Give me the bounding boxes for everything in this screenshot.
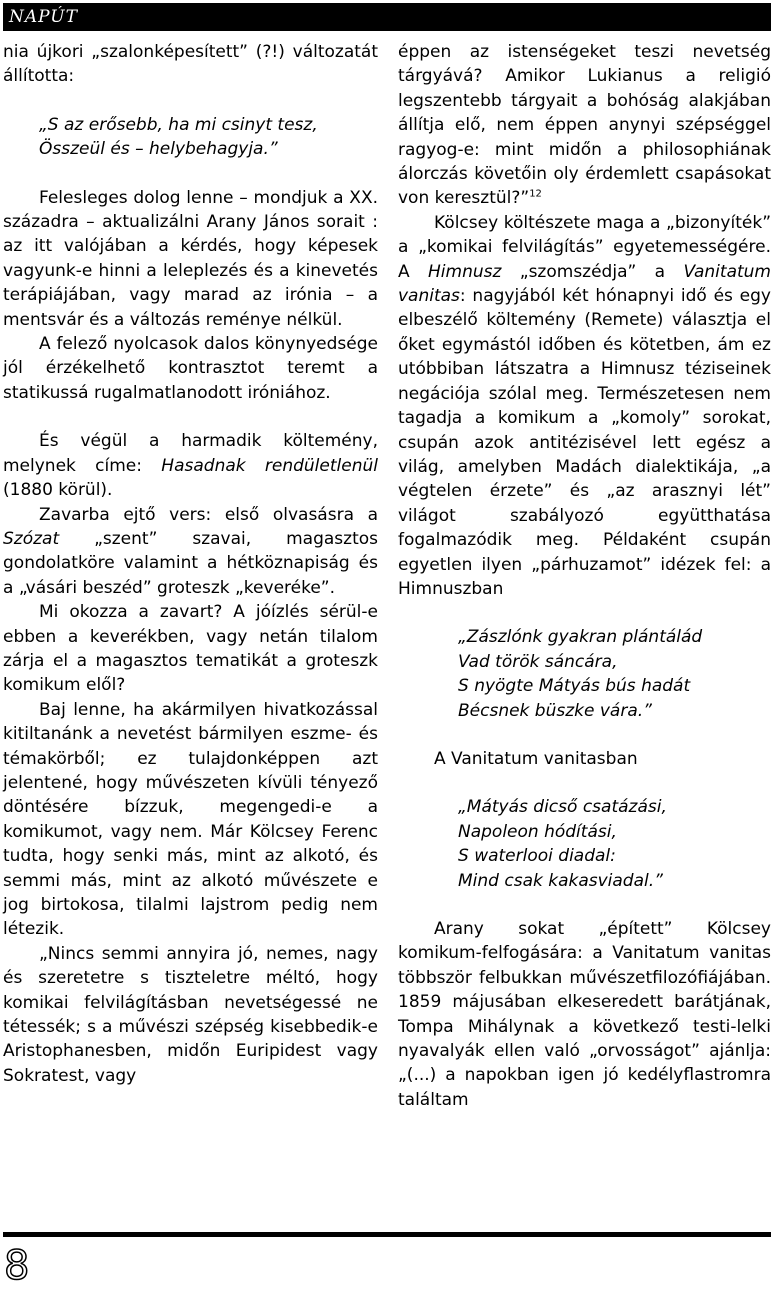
paragraph: A felező nyolcasok dalos könynyedsége jól érzékelhető kontrasztot teremt a statikussá rugalmatlanodott iróniához. <box>3 334 378 403</box>
paragraph: Kölcsey költészete maga a „bizonyíték” a „komikai felvilágítás” egyetemességére. A Himnusz „szomszédja” a Vanitatum vanitas: nagyjából két hónapnyi idő és egy elbeszélő költemény (Remete) választja el őket egymástól időben és kötetben, ám ez utóbbiban látszatra a Himnusz téziseinek negációja szólal meg. Természetesen nem tagadja a komikum a „komoly” sorokat, csupán azok antitézisével lett egész a világ, amelyben Madách dialektikája, „a végtelen érzete” és „az arasznyi lét” világot szabályozó együtthatása fogalmazódik meg. Példaként csupán egyetlen ilyen „párhuzamot” idézek fel: a Himnuszban <box>398 212 771 599</box>
header-bar <box>3 3 771 31</box>
verse-line: Bécsnek büszke vára.” <box>458 700 652 721</box>
verse-line: S nyögte Mátyás bús hadát <box>458 676 691 697</box>
magazine-logo: NAPÚT <box>9 7 78 27</box>
paragraph: Zavarba ejtő vers: első olvasásra a Szózat „szent” szavai, magasztos gondolatköre valamint a hétköznapiság és a „vásári beszéd” groteszk „keveréke”. <box>3 504 378 598</box>
paragraph: éppen az istenségeket teszi nevetség tárgyává? Amikor Lukianus a religió legszentebb tárgyait a bohóság alakjában állítja elő, nem éppen anynyi szépséggel ragyog-e: mint midőn a philosophiának álorczás követőin oly érdemlett csapásokat von keresztül?”$^{12}$ <box>398 42 771 209</box>
verse-line: Összeül és – helybehagyja.” <box>39 139 278 160</box>
paragraph: „Nincs semmi annyira jó, nemes, nagy és szeretetre s tiszteletre méltó, hogy komikai felvilágításban nevetségessé ne tétessék; s a művészi szépség kisebbedik-e Aristophanesben, midőn Euripidest vagy Sokratest, vagy <box>3 943 378 1086</box>
footer-rule <box>3 1232 771 1237</box>
paragraph: Mi okozza a zavart? A jóízlés sérül-e ebben a keverékben, vagy netán tilalom zárja el a magasztos tematikát a groteszk komikum elől? <box>3 602 378 696</box>
paragraph: nia újkori „szalonképesített” (?!) változatát állította: <box>3 42 378 87</box>
poem-title: Szózat <box>3 528 60 549</box>
quote-verse <box>398 795 771 893</box>
verse-line: S waterlooi diadal: <box>458 846 616 867</box>
paragraph: Arany sokat „épített” Kölcsey komikum-felfogására: a Vanitatum vanitas többször felbukkan művészetfilozófiájában. 1859 májusában elkeseredett barátjának, Tompa Mihálynak a következő testi-lelki nyavalyák ellen való „orvosságot” ajánlja: „(...) a napokban igen jó kedélyflastromra találtam <box>398 919 771 1110</box>
verse-line: Napoleon hódítási, <box>458 821 617 842</box>
quote-verse <box>398 625 771 723</box>
poem-title: Hasadnak rendületlenül <box>161 455 378 476</box>
paragraph: Baj lenne, ha akármilyen hivatkozással kitiltanánk a nevetést bármilyen eszme- és témakörből; ez tulajdonképpen azt jelentené, hogy művészeten kívüli tényező döntésére bízzuk, megengedi-e a komikumot, vagy nem. Már Kölcsey Ferenc tudta, hogy senki más, mint az alkotó, és semmi más, mint az alkotó művészete e jog birtokosa, tilalmi lajstrom pedig nem létezik. <box>3 699 378 940</box>
right-column <box>398 40 771 1112</box>
verse-line: Mind csak kakasviadal.” <box>458 870 663 891</box>
verse-line: Vad török sáncára, <box>458 651 618 672</box>
verse-line: „Mátyás dicső csatázási, <box>458 797 667 818</box>
footnote-ref: 12 <box>529 188 542 200</box>
paragraph: A Vanitatum vanitasban <box>434 748 638 769</box>
page-number: 8 <box>4 1243 30 1289</box>
quote-verse <box>3 113 378 162</box>
poem-title: Vanitatum vanitas <box>398 261 771 307</box>
paragraph: Felesleges dolog lenne – mondjuk a XX. századra – aktualizálni Arany János sorait : az itt valójában a kérdés, hogy képesek vagyunk-e hinni a leleplezés és a kinevetés terápiájában, vagy marad az irónia – a mentsvár és a változás reménye nélkül. <box>3 187 378 330</box>
verse-line: „S az erősebb, ha mi csinyt tesz, <box>39 114 318 135</box>
verse-line: „Zászlónk gyakran plántálád <box>458 627 703 648</box>
poem-title: Himnusz <box>428 261 502 282</box>
left-column <box>3 40 378 1088</box>
paragraph: És végül a harmadik költemény, melynek címe: Hasadnak rendületlenül (1880 körül). <box>3 431 378 501</box>
